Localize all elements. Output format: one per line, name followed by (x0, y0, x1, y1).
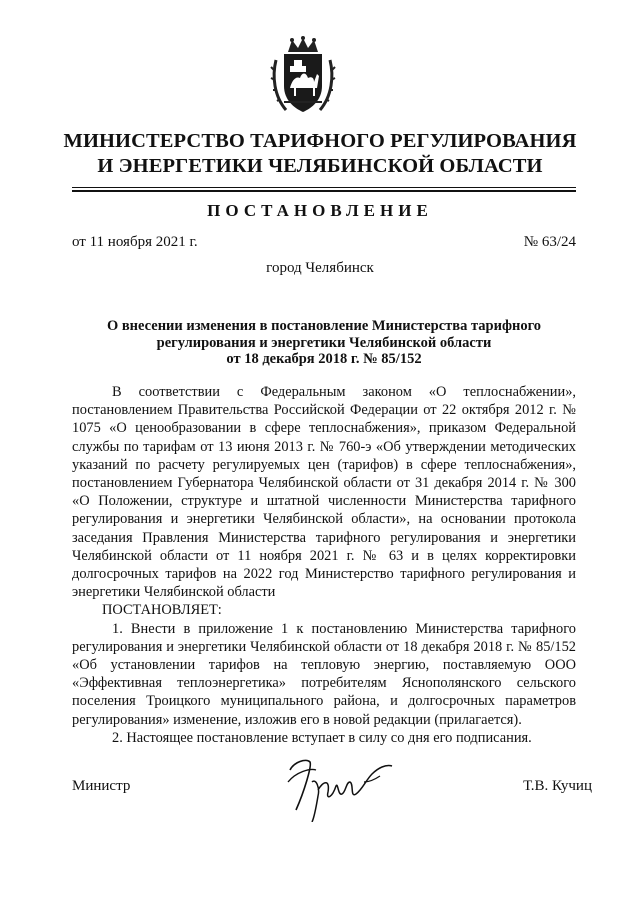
decree-word: ПОСТАНОВЛЯЕТ: (102, 602, 222, 619)
document-title (72, 318, 576, 368)
document-city: город Челябинск (266, 260, 374, 276)
ministry-name-line1: МИНИСТЕРСТВО ТАРИФНОГО РЕГУЛИРОВАНИЯ (63, 130, 577, 152)
signer-name: Т.В. Кучиц (523, 778, 592, 794)
header-divider-thin (72, 187, 576, 188)
document-title-line3: от 18 декабря 2018 г. № 85/152 (226, 351, 422, 367)
document-number: № 63/24 (523, 234, 576, 250)
decree-item-1: 1. Внести в приложение 1 к постановлению Министерства тарифного регулирования и энергетики Челябинской области от 18 декабря 2018 г. № 85/152 «Об установлении тарифов на тепловую энергию, поставляемую ООО «Эффективная теплоэнергетика» потребителям Яснополянского сельского поселения Троицкого муниципального района, и долгосрочных параметров регулирования» изменение, изложив его в новой редакции (прилагается). (72, 620, 576, 728)
document-title-line1: О внесении изменения в постановление Министерства тарифного (106, 318, 542, 334)
decree-item-2: 2. Настоящее постановление вступает в силу со дня его подписания. (112, 729, 532, 746)
document-date: от 11 ноября 2021 г. (72, 234, 198, 250)
document-title-line2: регулирования и энергетики Челябинской области (156, 334, 492, 351)
document-body (72, 383, 576, 747)
coat-of-arms-icon (270, 36, 336, 116)
ministry-name (0, 129, 640, 179)
preamble-paragraph: В соответствии с Федеральным законом «О теплоснабжении», постановлением Правительства Российской Федерации от 22 октября 2012 г. № 1075 «О ценообразовании в сфере теплоснабжения», приказом Федеральной службы по тарифам от 13 июня 2013 г. № 760-э «Об утверждении методических указаний по расчету регулируемых цен (тарифов) в сфере теплоснабжения», постановлением Губернатора Челябинской области от 31 декабря 2014 г. № 300 «О Положении, структуре и штатной численности Министерства тарифного регулирования и энергетики Челябинской области», на основании протокола заседания Правления Министерства тарифного регулирования и энергетики Челябинской области от 11 ноября 2021 г. № 63 и в целях корректировки долгосрочных тарифов на 2022 год Министерство тарифного регулирования и энергетики Челябинской области (72, 384, 576, 601)
header-divider-thick (72, 190, 576, 192)
document-type: ПОСТАНОВЛЕНИЕ (207, 201, 433, 220)
handwritten-signature (276, 752, 396, 822)
signer-position: Министр (72, 778, 131, 794)
ministry-name-line2: И ЭНЕРГЕТИКИ ЧЕЛЯБИНСКОЙ ОБЛАСТИ (97, 155, 543, 177)
